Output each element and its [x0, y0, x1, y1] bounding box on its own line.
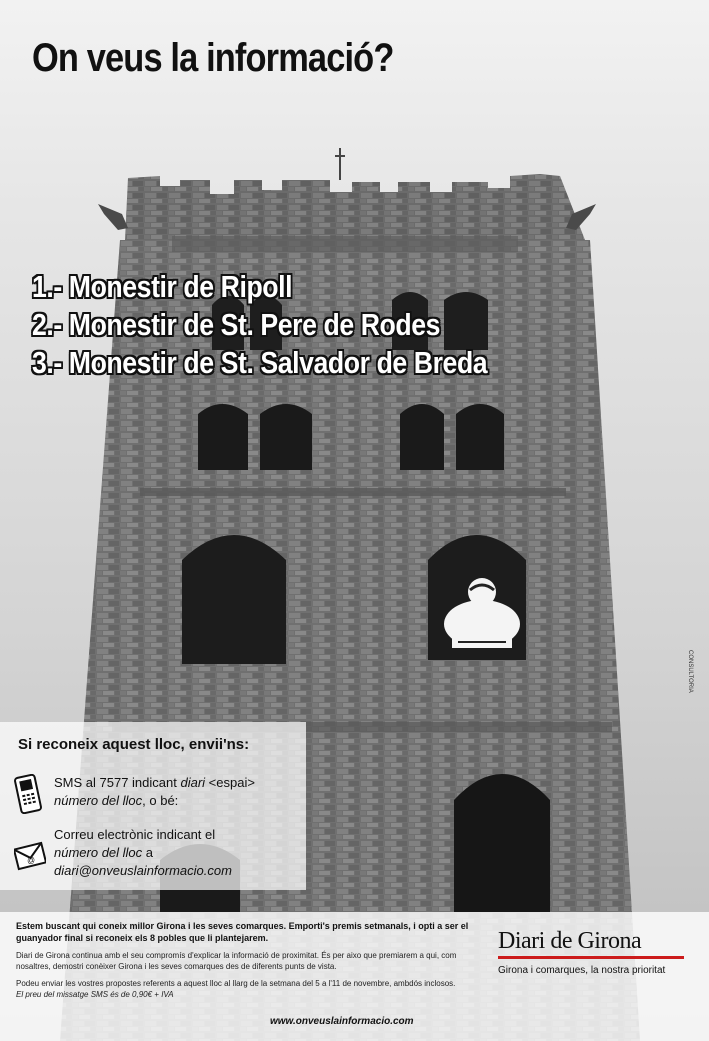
footer-lead-text: Estem buscant qui coneix millor Girona i les seves comarques. Emporti's premis setmanals, i opti a ser el guanyador final si reconeix els 8 pobles que li plantejarem. — [16, 921, 469, 943]
email-text — [54, 826, 232, 880]
footer-dates-text: Podeu enviar les vostres propostes referents a aquest lloc al llarg de la setmana del 5 a l'11 de novembre, ambdós inclosos. — [16, 979, 456, 988]
sms-place-number: número del lloc — [54, 793, 143, 808]
email-line2-rest: a — [142, 845, 153, 860]
footer-body-text: Diari de Girona continua amb el seu compromís d'explicar la informació de proximitat. És per aixo que premiarem a qui, com nosaltres, demostri conèixer Girona i les seves comarques des de diferents punts de vista. — [16, 951, 457, 971]
contact-title: Si reconeix aquest lloc, envii'ns: — [18, 736, 250, 753]
email-place-number: número del lloc — [54, 845, 143, 860]
sms-text — [54, 774, 255, 810]
sms-instructions — [14, 774, 304, 818]
email-instructions — [14, 826, 304, 886]
answer-3: 3.- Monestir de St. Salvador de Breda — [32, 345, 488, 380]
envelope-icon — [14, 836, 46, 876]
answer-2: 2.- Monestir de St. Pere de Rodes — [32, 307, 441, 342]
website-link[interactable]: www.onveuslainformacio.com — [270, 1016, 414, 1027]
sms-keyword: diari — [180, 775, 206, 790]
diari-de-girona-logo — [498, 928, 688, 976]
photo-credit: CONSULTORIA — [687, 650, 693, 693]
answer-1: 1.- Monestir de Ripoll — [32, 269, 293, 304]
footer-price-text: El preu del missatge SMS és de 0,90€ + IVA — [16, 990, 174, 999]
answer-list — [32, 268, 561, 382]
headline: On veus la informació? — [32, 36, 394, 80]
sms-suffix: , o bé: — [142, 793, 179, 808]
sms-prefix: SMS al 7577 indicant — [54, 775, 181, 790]
sms-separator: <espai> — [205, 775, 255, 790]
email-line1: Correu electrònic indicant el — [54, 827, 216, 842]
svg-text:@: @ — [26, 855, 37, 866]
logo-accent-bar — [498, 956, 684, 959]
mobile-phone-icon — [14, 774, 46, 814]
logo-tagline: Girona i comarques, la nostra prioritat — [498, 965, 666, 976]
logo-name: Diari de Girona — [498, 928, 642, 954]
email-address-link[interactable]: diari@onveuslainformacio.com — [54, 863, 232, 878]
contact-box — [0, 722, 306, 890]
